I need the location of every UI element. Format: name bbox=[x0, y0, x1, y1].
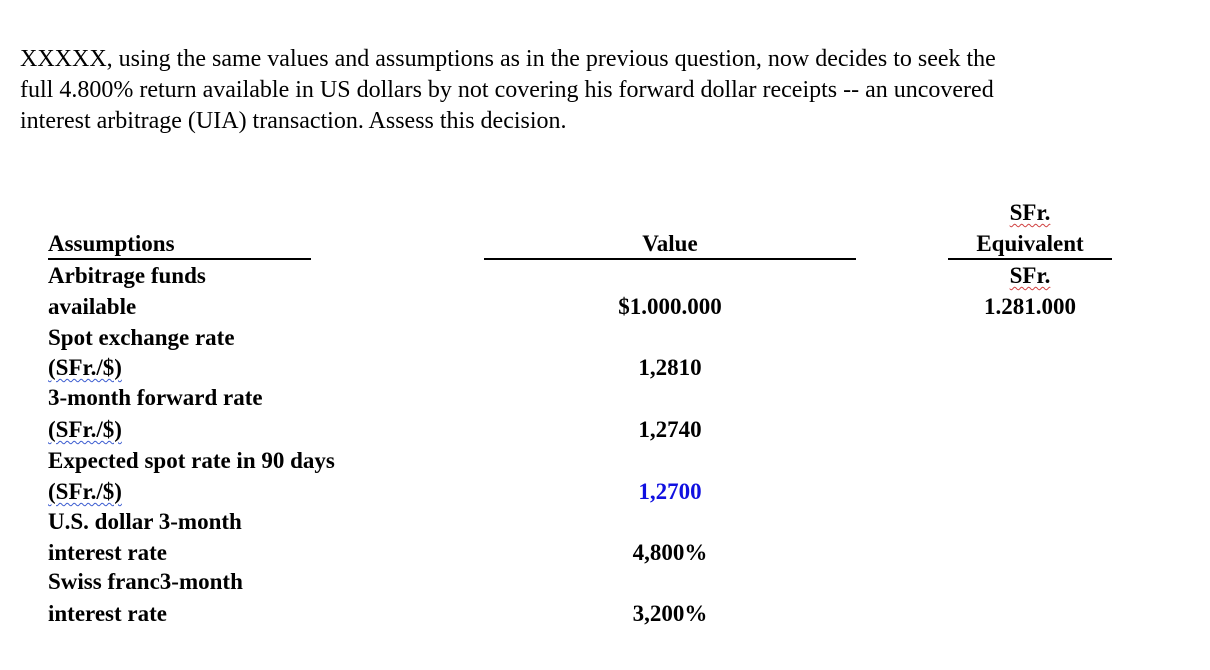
row-1-equiv-line2: 1.281.000 bbox=[984, 294, 1076, 319]
row-3-value: 1,2740 bbox=[638, 417, 702, 442]
row-2-label-line2: (SFr./$) bbox=[48, 355, 122, 380]
row-5-label-line2: interest rate bbox=[48, 540, 167, 565]
question-line-1: XXXXX, using the same values and assumptions as in the previous question, now decides to seek the bbox=[20, 46, 996, 72]
row-4-label-line1: Expected spot rate in 90 days bbox=[48, 448, 335, 473]
row-6-value: 3,200% bbox=[632, 601, 708, 626]
header-equiv-line2: Equivalent bbox=[976, 231, 1084, 256]
row-5-label-line1: U.S. dollar 3-month bbox=[48, 509, 242, 534]
header-rule-assumptions bbox=[48, 258, 311, 260]
header-rule-value bbox=[484, 258, 856, 260]
row-1-label-line2: available bbox=[48, 294, 137, 319]
header-value: Value bbox=[642, 231, 698, 256]
row-5-value: 4,800% bbox=[632, 540, 708, 565]
header-assumptions: Assumptions bbox=[48, 231, 175, 256]
row-1-value: $1.000.000 bbox=[618, 294, 722, 319]
question-line-2: full 4.800% return available in US dollars by not covering his forward dollar receipts -- an uncovered bbox=[20, 77, 994, 103]
header-rule-equiv bbox=[948, 258, 1112, 260]
row-4-label-line2: (SFr./$) bbox=[48, 479, 122, 504]
row-4-value: 1,2700 bbox=[638, 479, 702, 504]
row-3-label-line1: 3-month forward rate bbox=[48, 385, 263, 410]
row-1-label-line1: Arbitrage funds bbox=[48, 263, 206, 288]
row-1-equiv-line1: SFr. bbox=[1009, 263, 1051, 288]
header-equiv-line1: SFr. bbox=[1009, 200, 1051, 225]
question-line-3: interest arbitrage (UIA) transaction. Assess this decision. bbox=[20, 108, 567, 134]
row-2-label-line1: Spot exchange rate bbox=[48, 325, 235, 350]
row-2-value: 1,2810 bbox=[638, 355, 702, 380]
row-6-label-line2: interest rate bbox=[48, 601, 167, 626]
row-6-label-line1: Swiss franc3-month bbox=[48, 569, 243, 594]
question-text bbox=[20, 44, 1140, 137]
row-3-label-line2: (SFr./$) bbox=[48, 417, 122, 442]
